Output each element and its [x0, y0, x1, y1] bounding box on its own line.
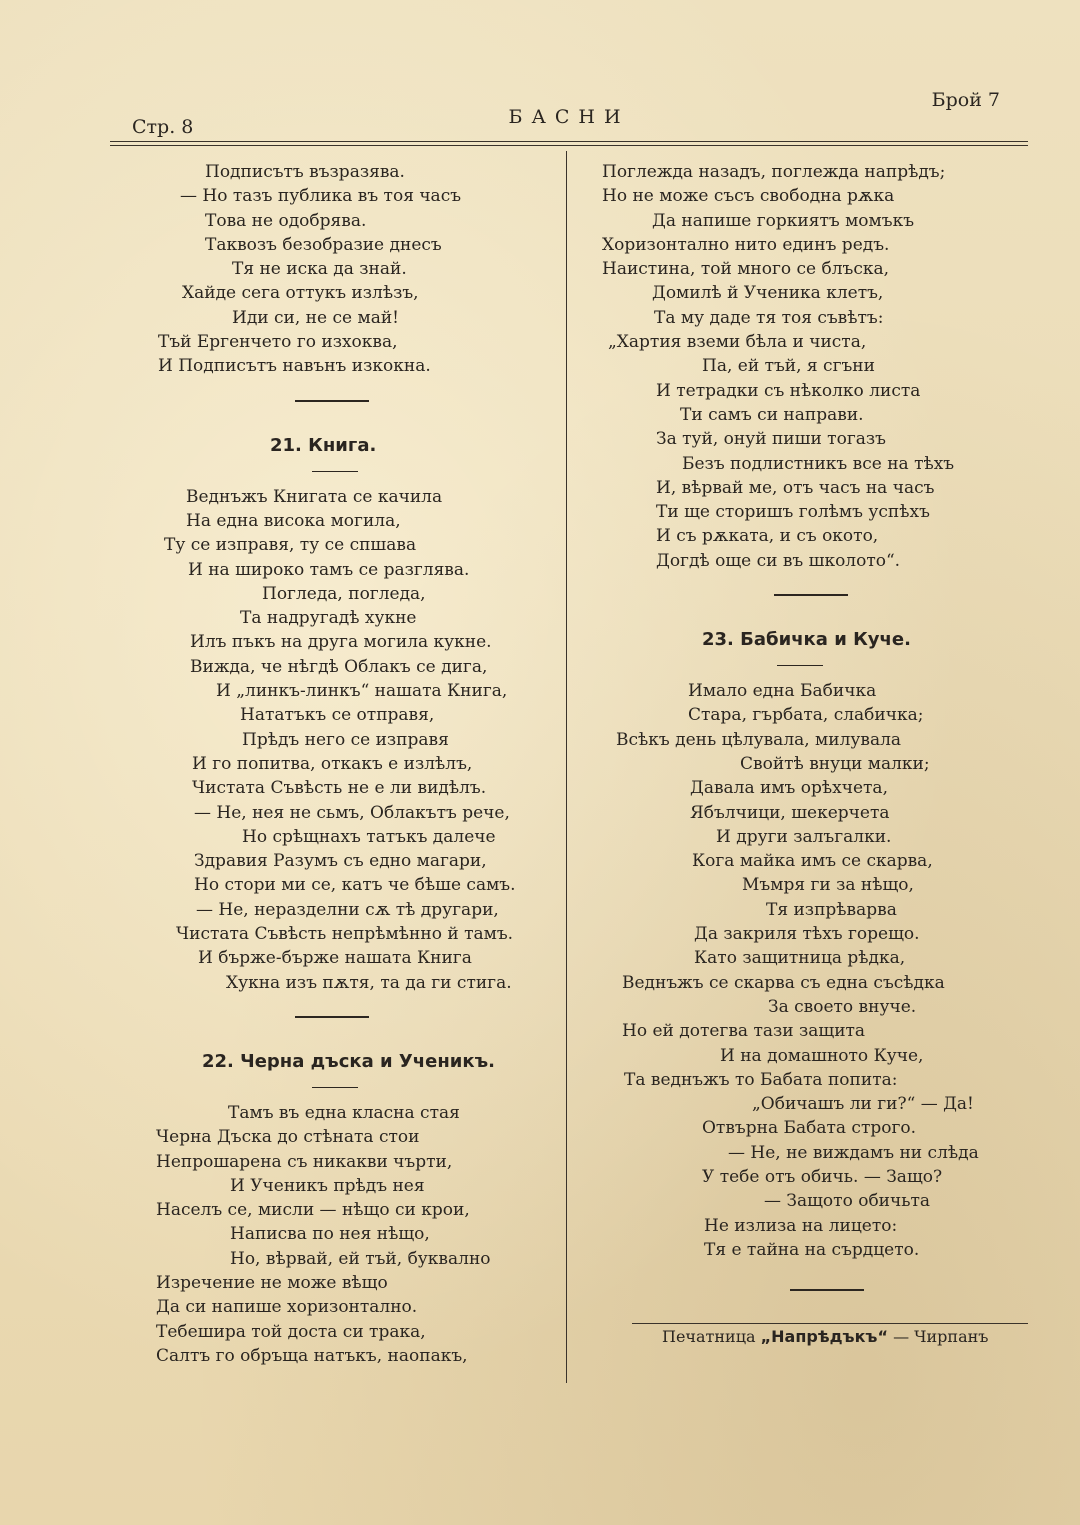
footer-rule [632, 1323, 1028, 1324]
title-underline [110, 1077, 555, 1101]
verse-line: Тя е тайна на сърдцето. [704, 1239, 920, 1260]
verse-line: Но не може съсъ свободна рѫка [602, 186, 895, 207]
verse-line: И тетрадки съ нѣколко листа [656, 380, 921, 401]
fable-22-text [110, 1101, 555, 1368]
title-underline [110, 461, 555, 485]
column-divider [566, 151, 567, 1383]
verse-line: Като защитница рѣдка, [694, 948, 906, 969]
fable-22-continued [582, 160, 1027, 573]
verse-line: „Хартия вземи бѣла и чиста, [608, 332, 867, 353]
verse-line: Догдѣ още си въ школото“. [656, 550, 901, 571]
verse-line: — Но тазъ публика въ тоя часъ [180, 186, 462, 207]
fable-23-text [582, 679, 1027, 1262]
verse-line: Кога майка имъ се скарва, [692, 851, 933, 872]
verse-line: Стара, гърбата, слабичка; [688, 705, 924, 726]
verse-line: За туй, онуй пиши тогазъ [656, 429, 886, 450]
verse-line: Ти ще сторишъ голѣмъ успѣхъ [656, 502, 930, 523]
verse-line: Па, ей тъй, я сгъни [702, 356, 875, 377]
verse-line: Веднъжъ Книгата се качила [186, 486, 443, 507]
issue-number: Брой 7 [931, 89, 1000, 111]
verse-line: Но ей дотегва тази защита [622, 1021, 866, 1042]
verse-line: Населъ се, мисли — нѣщо си крои, [156, 1200, 470, 1221]
verse-line: — Не, неразделни сѫ тѣ другари, [196, 899, 499, 920]
verse-line: Безъ подлистникъ все на тѣхъ [682, 453, 955, 474]
verse-line: Ябълчици, шекерчета [690, 802, 890, 823]
imprint-place: — Чирпанъ [893, 1327, 989, 1346]
verse-line: Тъй Ергенчето го изхоква, [158, 332, 398, 353]
fable-23-title: 23. Бабичка и Куче. [702, 629, 911, 651]
verse-line: Таквозъ безобразие днесъ [205, 234, 442, 255]
page-number: Стр. 8 [132, 116, 194, 138]
fable-22-title: 22. Черна дъска и Ученикъ. [202, 1050, 495, 1072]
verse-line: — Не, не виждамъ ни слѣда [728, 1142, 979, 1163]
verse-line: Написва по нея нѣщо, [230, 1224, 430, 1245]
verse-line: Салтъ го обръща натъкъ, наопакъ, [156, 1345, 468, 1366]
verse-line: Всѣкъ день цѣлувала, милувала [616, 729, 902, 750]
verse-line: И на домашното Куче, [720, 1045, 924, 1066]
verse-line: Не излиза на лицето: [704, 1215, 898, 1236]
title-underline [582, 655, 1027, 679]
verse-line: Наистина, той много се блъска, [602, 259, 890, 280]
verse-line: И съ рѫката, и съ окото, [656, 526, 879, 547]
verse-line: Тя изпрѣварва [766, 899, 897, 920]
fable-21-title: 21. Книга. [270, 434, 377, 456]
verse-line: „Обичашъ ли ги?“ — Да! [752, 1094, 974, 1115]
verse-line: Домилѣ й Ученика клетъ, [652, 283, 884, 304]
intro-stanza [110, 160, 555, 379]
verse-line: Свойтѣ внуци малки; [740, 753, 930, 774]
section-separator [582, 573, 1027, 617]
header-rule [110, 141, 1028, 142]
verse-line: Веднъжъ се скарва съ една съсѣдка [622, 972, 945, 993]
header-rule-double [110, 145, 1028, 146]
verse-line: Чистата Съвѣсть непрѣмѣнно й тамъ. [176, 924, 514, 945]
verse-line: И Подписътъ навънъ изкокна. [158, 356, 431, 377]
verse-line: Прѣдъ него се изправя [242, 729, 449, 750]
verse-line: Та веднъжъ то Бабата попита: [624, 1069, 898, 1090]
verse-line: Погледа, погледа, [262, 583, 426, 604]
verse-line: Хоризонтално нито единъ редъ. [602, 234, 890, 255]
verse-line: И Ученикъ прѣдъ нея [230, 1175, 425, 1196]
verse-line: Илъ пъкъ на друга могила кукне. [190, 632, 492, 653]
verse-line: Имало една Бабичка [688, 681, 877, 702]
section-separator [110, 995, 555, 1039]
imprint-press-name: „Напрѣдъкъ“ [760, 1327, 888, 1346]
verse-line: Нататъкъ се отправя, [240, 705, 435, 726]
verse-line: Та му даде тя тоя съвѣтъ: [654, 307, 884, 328]
verse-line: Иди си, не се май! [232, 307, 399, 328]
verse-line: Хайде сега оттукъ излѣзъ, [182, 283, 419, 304]
verse-line: Здравия Разумъ съ едно магари, [194, 851, 487, 872]
section-title: БАСНИ [508, 106, 630, 128]
verse-line: И бърже-бърже нашата Книга [198, 948, 472, 969]
verse-line: Да закриля тѣхъ горещо. [694, 924, 920, 945]
verse-line: И други залъгалки. [716, 826, 892, 847]
verse-line: — Не, нея не сьмъ, Облакътъ рече, [194, 802, 510, 823]
verse-line: За своето внуче. [768, 996, 917, 1017]
imprint-label: Печатница [662, 1327, 756, 1346]
verse-line: Ти самъ си направи. [680, 404, 864, 425]
verse-line: Та надругадѣ хукне [240, 608, 417, 629]
verse-line: Но стори ми се, катъ че бѣше самъ. [194, 875, 516, 896]
verse-line: Но срѣщнахъ татъкъ далече [242, 826, 496, 847]
verse-line: У тебе отъ обичь. — Защо? [702, 1166, 943, 1187]
verse-line: Тебешира той доста си трака, [156, 1321, 426, 1342]
fable-21-text [110, 485, 555, 995]
verse-line: Поглежда назадъ, поглежда напрѣдъ; [602, 162, 946, 182]
verse-line: Това не одобрява. [205, 210, 367, 231]
verse-line: И на широко тамъ се разглява. [188, 559, 470, 580]
left-column [110, 160, 555, 1368]
verse-line: Отвърна Бабата строго. [702, 1118, 917, 1139]
verse-line: И, вѣрвай ме, отъ часъ на часъ [656, 477, 935, 498]
verse-line: Да напише горкиятъ момъкъ [652, 210, 915, 231]
verse-line: — Защото обичьта [764, 1191, 931, 1212]
verse-line: На една висока могила, [186, 510, 401, 531]
verse-line: Но, вѣрвай, ей тъй, буквално [230, 1248, 491, 1269]
verse-line: Непрошарена съ никакви чърти, [156, 1151, 453, 1172]
verse-line: Чистата Съвѣсть не е ли видѣлъ. [192, 778, 487, 799]
verse-line: Изречение не може вѣщо [156, 1272, 388, 1293]
verse-line: Тамъ въ една класна стая [228, 1102, 460, 1123]
verse-line: Ту се изправя, ту се спшава [164, 535, 417, 556]
verse-line: Хукна изъ пѫтя, та да ги стига. [226, 972, 512, 993]
verse-line: И „линкъ-линкъ“ нашата Книга, [216, 681, 508, 702]
verse-line: Вижда, че нѣгдѣ Облакъ се дига, [190, 656, 488, 677]
verse-line: Да си напише хоризонтално. [156, 1297, 418, 1318]
right-column [582, 160, 1027, 1312]
verse-line: И го попитва, откакъ е излѣлъ, [192, 753, 473, 774]
verse-line: Тя не иска да знай. [232, 259, 407, 280]
verse-line: Черна Дъска до стѣната стои [156, 1127, 420, 1148]
section-separator [110, 379, 555, 423]
verse-line: Мъмря ги за нѣщо, [742, 875, 914, 896]
page-header [110, 84, 1028, 140]
printer-imprint [662, 1327, 988, 1346]
verse-line: Давала имъ орѣхчета, [690, 778, 888, 799]
verse-line: Подписътъ възразява. [205, 162, 405, 182]
section-separator [582, 1268, 1027, 1312]
